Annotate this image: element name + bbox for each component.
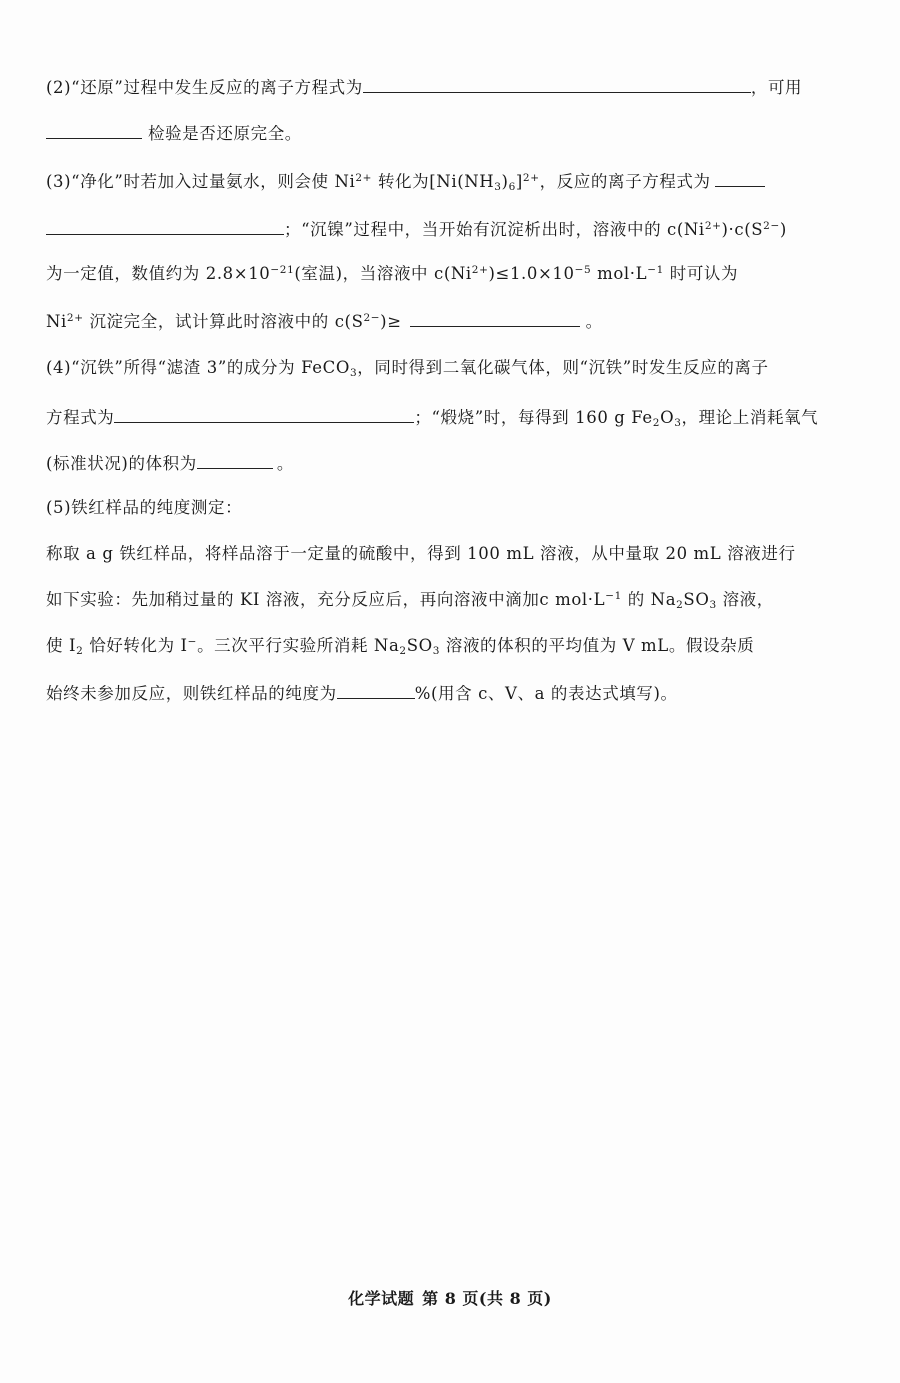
q3-text-4a: Ni xyxy=(46,312,67,331)
complex-subscript: 6 xyxy=(508,181,516,193)
q5-line-4 xyxy=(46,680,864,706)
q3-text-4b: 沉淀完全，试计算此时溶液中的 c(S xyxy=(83,312,364,331)
q3-text-2b: )·c(S xyxy=(721,220,764,239)
footer-page-number: 第 8 页(共 8 页) xyxy=(422,1289,552,1308)
q5-line-1 xyxy=(46,542,864,566)
answer-blank-q3-sulfide[interactable] xyxy=(410,308,580,327)
q3-text-a: (3)“净化”时若加入过量氨水，则会使 Ni xyxy=(46,172,356,191)
answer-blank-q2-equation[interactable] xyxy=(363,74,751,93)
o-subscript: 3 xyxy=(674,417,682,429)
q3-text-d: ] xyxy=(515,172,523,191)
q3-text-c: ) xyxy=(501,172,509,191)
q4-text-1b: ，同时得到二氧化碳气体，则“沉铁”时发生反应的离子 xyxy=(357,358,769,377)
s-charge: 2− xyxy=(763,220,780,232)
q4-text-2c: O xyxy=(660,408,675,427)
q4-text-2d: ，理论上消耗氧气 xyxy=(681,408,819,427)
na-subscript: 2 xyxy=(676,599,684,611)
q3-text-e: ，反应的离子方程式为 xyxy=(539,172,711,191)
ni-charge: 2+ xyxy=(355,172,373,184)
q4-line-1 xyxy=(46,356,864,380)
q2-line-1 xyxy=(46,74,864,100)
q5-text-2d: 溶液， xyxy=(716,590,774,609)
q3-line-4 xyxy=(46,308,864,334)
q4-text-3a: (标准状况)的体积为 xyxy=(46,454,197,473)
exponent-1-q5: −1 xyxy=(605,590,622,602)
q3-text-4d: 。 xyxy=(585,312,603,331)
complex-charge: 2+ xyxy=(522,172,540,184)
q3-text-3c: )≤1.0×10 xyxy=(488,264,575,283)
q3-text-3d: mol·L xyxy=(591,264,648,283)
q5-text-3b: 恰好转化为 I xyxy=(83,636,188,655)
q4-line-3 xyxy=(46,450,864,476)
q3-line-2 xyxy=(46,216,864,242)
q4-text-3b: 。 xyxy=(276,454,294,473)
q4-line-2 xyxy=(46,404,864,430)
footer-subject: 化学试题 xyxy=(348,1289,415,1308)
q3-line-3 xyxy=(46,262,864,286)
q3-text-3a: 为一定值，数值约为 2.8×10 xyxy=(46,264,271,283)
ni-charge-2: 2+ xyxy=(704,220,722,232)
answer-blank-q2-reagent[interactable] xyxy=(46,120,142,139)
q2-text: (2)“还原”过程中发生反应的离子方程式为 xyxy=(46,78,363,97)
q3-text-4c: )≥ xyxy=(380,312,402,331)
feco3-subscript: 3 xyxy=(349,367,358,379)
exponent-5: −5 xyxy=(574,264,592,276)
q5-title-text: (5)铁红样品的纯度测定： xyxy=(46,498,243,517)
q5-text-3c: 。三次平行实验所消耗 Na xyxy=(197,636,400,655)
na-subscript-2: 2 xyxy=(399,645,407,657)
answer-blank-q5-purity[interactable] xyxy=(337,680,415,699)
q3-text-3e: 时可认为 xyxy=(663,264,739,283)
i2-subscript: 2 xyxy=(76,645,84,657)
iodide-charge: − xyxy=(187,636,198,648)
so3-subscript-2: 3 xyxy=(432,645,440,657)
q2-text-end: ，可用 xyxy=(750,78,803,97)
fe-subscript: 2 xyxy=(652,417,661,429)
q4-text-2a: 方程式为 xyxy=(46,408,115,427)
answer-blank-q4-equation[interactable] xyxy=(114,404,414,423)
q3-text-2c: ) xyxy=(779,220,787,239)
q5-text-3a: 使 I xyxy=(46,636,77,655)
q5-text-3d: 溶液的体积的平均值为 V mL。假设杂质 xyxy=(440,636,755,655)
answer-blank-q3-equation[interactable] xyxy=(46,216,284,235)
q4-text-2b: ；“煅烧”时，每得到 160 g Fe xyxy=(414,408,653,427)
q3-text-3b: (室温)，当溶液中 c(Ni xyxy=(294,264,472,283)
q2-text-2: 检验是否还原完全。 xyxy=(148,124,302,143)
q4-text-1: (4)“沉铁”所得“滤渣 3”的成分为 FeCO xyxy=(46,358,350,377)
q5-text-2b: 的 Na xyxy=(621,590,677,609)
ni-charge-4: 2+ xyxy=(66,312,84,324)
answer-blank-q4-volume[interactable] xyxy=(197,450,273,469)
q5-text-1: 称取 a g 铁红样品，将样品溶于一定量的硫酸中，得到 100 mL 溶液，从中量取 20 mL 溶液进行 xyxy=(46,544,796,563)
q2-line-2 xyxy=(46,120,864,146)
ni-charge-3: 2+ xyxy=(471,264,489,276)
q5-title xyxy=(46,496,864,520)
q5-text-2a: 如下实验：先加稍过量的 KI 溶液，充分反应后，再向溶液中滴加c mol·L xyxy=(46,590,606,609)
q5-text-4b: %(用含 c、V、a 的表达式填写)。 xyxy=(414,684,678,703)
q5-text-3so: SO xyxy=(406,636,433,655)
q5-text-4a: 始终未参加反应，则铁红样品的纯度为 xyxy=(46,684,337,703)
q5-line-3 xyxy=(46,634,864,658)
q3-text-2a: ；“沉镍”过程中，当开始有沉淀析出时，溶液中的 c(Ni xyxy=(284,220,705,239)
q5-text-2c: SO xyxy=(683,590,710,609)
q3-text-b: 转化为[Ni(NH xyxy=(372,172,495,191)
q5-line-2 xyxy=(46,588,864,612)
q3-line-1 xyxy=(46,168,864,194)
s-charge-2: 2− xyxy=(363,312,381,324)
exponent-1: −1 xyxy=(647,264,664,276)
so3-subscript: 3 xyxy=(709,599,717,611)
page-footer xyxy=(0,1286,900,1309)
exponent-21: −21 xyxy=(270,264,295,276)
nh3-subscript: 3 xyxy=(494,181,502,193)
answer-blank-q3-equation-start[interactable] xyxy=(715,168,765,187)
